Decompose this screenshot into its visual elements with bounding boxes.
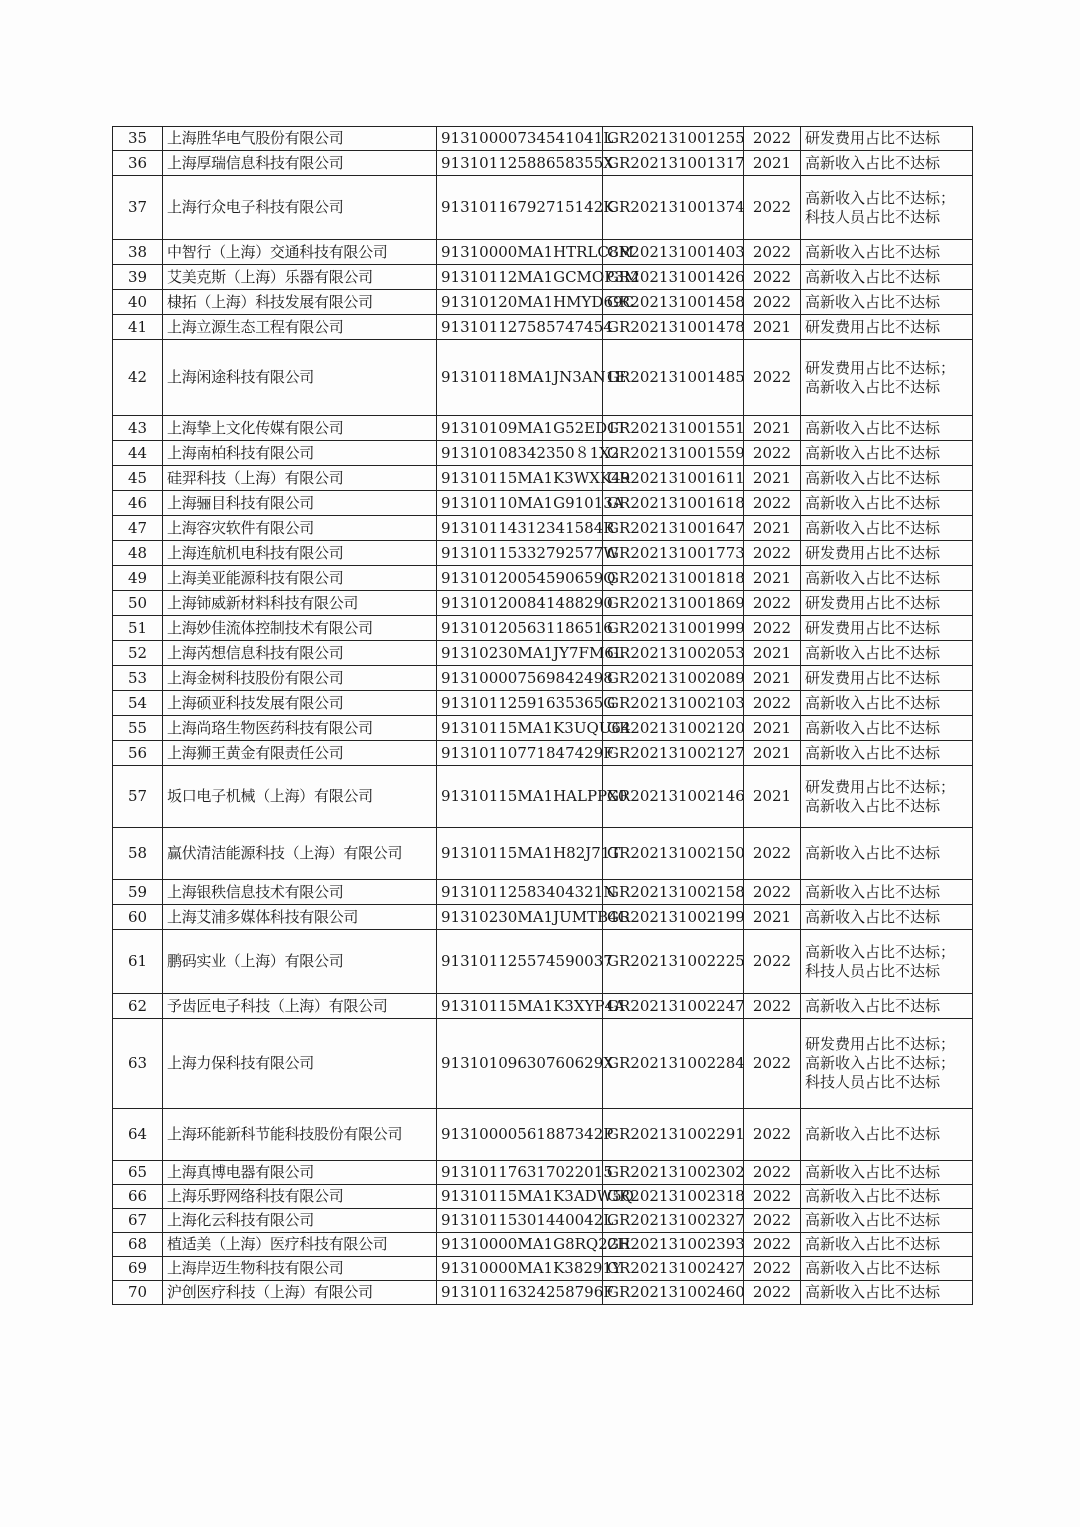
table-row [113,1281,973,1305]
year: 2022 [744,176,801,240]
certificate-number: GR202131001255 [603,127,744,151]
certificate-number: GR202131001426 [603,265,744,290]
certificate-number: GR202131002284 [603,1019,744,1109]
row-number: 54 [113,691,163,716]
reason-text: 研发费用占比不达标 [805,543,941,562]
company-name: 上海立源生态工程有限公司 [163,315,437,340]
table-row [113,290,973,315]
company-name: 棣拓（上海）科技发展有限公司 [163,290,437,315]
table-row [113,1109,973,1161]
company-name: 上海美亚能源科技有限公司 [163,566,437,591]
company-name: 上海狮王黄金有限责任公司 [163,741,437,766]
credit-code: 91310115MA1K3ADW5Q [437,1185,603,1209]
year: 2022 [744,1257,801,1281]
certificate-number: GR202131001618 [603,491,744,516]
reason-text: 高新收入占比不达标 [805,468,941,487]
reason-cell [801,691,973,716]
reason-text: 高新收入占比不达标 [805,643,941,662]
table-row [113,127,973,151]
company-name: 艾美克斯（上海）乐器有限公司 [163,265,437,290]
company-name: 硅羿科技（上海）有限公司 [163,466,437,491]
year: 2022 [744,340,801,416]
company-name: 上海行众电子科技有限公司 [163,176,437,240]
row-number: 39 [113,265,163,290]
reason-cell [801,666,973,691]
year: 2022 [744,616,801,641]
reason-text: 高新收入占比不达标； [805,1054,956,1072]
row-number: 36 [113,151,163,176]
year: 2022 [744,1233,801,1257]
company-name: 上海环能新科节能科技股份有限公司 [163,1109,437,1161]
reason-cell [801,994,973,1019]
company-name: 上海妙佳流体控制技术有限公司 [163,616,437,641]
credit-code: 91310000MA1K38291Y [437,1257,603,1281]
year: 2022 [744,240,801,265]
reason-text: 研发费用占比不达标 [805,668,941,687]
credit-code: 91310120054590659Q [437,566,603,591]
reason-cell [801,1185,973,1209]
certificate-number: GR202131002158 [603,880,744,905]
reason-cell [801,880,973,905]
credit-code: 91310115MA1K3XYP4A [437,994,603,1019]
reason-text: 研发费用占比不达标 [805,129,941,147]
reason-text: 高新收入占比不达标； [805,942,956,961]
table-row [113,315,973,340]
reason-text: 科技人员占比不达标 [805,961,941,980]
row-number: 49 [113,566,163,591]
table-body [113,127,973,1305]
credit-code: 913101205631186516 [437,616,603,641]
row-number: 65 [113,1161,163,1185]
year: 2022 [744,1281,801,1305]
table-row [113,591,973,616]
company-name: 沪创医疗科技（上海）有限公司 [163,1281,437,1305]
company-name: 上海乐野网络科技有限公司 [163,1185,437,1209]
credit-code: 91310114312341584R [437,516,603,541]
reason-cell [801,466,973,491]
reason-text: 高新收入占比不达标 [805,907,941,926]
reason-cell [801,1257,973,1281]
reason-cell [801,315,973,340]
reason-cell [801,1233,973,1257]
company-name: 上海尚珞生物医药科技有限公司 [163,716,437,741]
reason-cell [801,240,973,265]
row-number: 45 [113,466,163,491]
reason-text: 高新收入占比不达标 [805,377,941,396]
credit-code: 91310115MA1HALPPX0 [437,766,603,828]
reason-text: 高新收入占比不达标 [805,743,941,762]
table-row [113,741,973,766]
company-name: 上海金树科技股份有限公司 [163,666,437,691]
certificate-number: GR202131001611 [603,466,744,491]
year: 2022 [744,290,801,315]
reason-cell [801,340,973,416]
row-number: 57 [113,766,163,828]
credit-code: 913101176317022015 [437,1161,603,1185]
reason-cell [801,416,973,441]
reason-cell [801,491,973,516]
row-number: 43 [113,416,163,441]
table-row [113,541,973,566]
company-name: 上海南柏科技有限公司 [163,441,437,466]
credit-code: 91310120MA1HMYD69C [437,290,603,315]
year: 2022 [744,880,801,905]
certificate-number: GR202131002150 [603,828,744,880]
credit-code: 91310000734541041L [437,127,603,151]
reason-text: 高新收入占比不达标 [805,518,941,537]
row-number: 67 [113,1209,163,1233]
reason-text: 研发费用占比不达标 [805,618,941,637]
certificate-number: GR202131002393 [603,1233,744,1257]
row-number: 37 [113,176,163,240]
table-row [113,340,973,416]
year: 2021 [744,766,801,828]
table-row [113,930,973,994]
credit-code: 91310109MA1G52ED1T [437,416,603,441]
company-name: 上海骊目科技有限公司 [163,491,437,516]
year: 2022 [744,127,801,151]
row-number: 40 [113,290,163,315]
reason-cell [801,616,973,641]
year: 2021 [744,905,801,930]
reason-text: 科技人员占比不达标 [805,1073,941,1091]
year: 2022 [744,1109,801,1161]
company-name: 上海芮想信息科技有限公司 [163,641,437,666]
year: 2021 [744,641,801,666]
row-number: 69 [113,1257,163,1281]
reason-text: 高新收入占比不达标 [805,1163,941,1181]
reason-text: 高新收入占比不达标 [805,718,941,737]
reason-text: 高新收入占比不达标 [805,493,941,512]
credit-code: 91310000MA1G8RQ22H [437,1233,603,1257]
certificate-number: GR202131002120 [603,716,744,741]
reason-cell [801,176,973,240]
certificate-number: GR202131002427 [603,1257,744,1281]
credit-code: 913100007569842498 [437,666,603,691]
year: 2022 [744,441,801,466]
table-row [113,151,973,176]
table-row [113,994,973,1019]
year: 2021 [744,151,801,176]
table-row [113,905,973,930]
company-name: 上海硕亚科技发展有限公司 [163,691,437,716]
company-name: 上海艾浦多媒体科技有限公司 [163,905,437,930]
reason-cell [801,591,973,616]
row-number: 66 [113,1185,163,1209]
credit-code: 91310116792715142K [437,176,603,240]
reason-text: 高新收入占比不达标 [805,1259,941,1277]
table-row [113,265,973,290]
reason-text: 高新收入占比不达标 [805,443,941,462]
credit-code: 91310112MA1GCMOP3M [437,265,603,290]
table-row [113,666,973,691]
reason-text: 高新收入占比不达标 [805,568,941,587]
certificate-number: GR202131001458 [603,290,744,315]
certificate-number: GR202131001551 [603,416,744,441]
credit-code: 91310115332792577W [437,541,603,566]
row-number: 68 [113,1233,163,1257]
company-name: 上海容灾软件有限公司 [163,516,437,541]
credit-code: 913101125574590037 [437,930,603,994]
table-row [113,566,973,591]
reason-text: 高新收入占比不达标 [805,882,941,901]
year: 2022 [744,1161,801,1185]
table-row [113,641,973,666]
reason-text: 高新收入占比不达标 [805,996,941,1015]
reason-cell [801,127,973,151]
certificate-number: GR202131001559 [603,441,744,466]
certificate-number: GR202131002302 [603,1161,744,1185]
year: 2022 [744,541,801,566]
reason-text: 高新收入占比不达标； [805,188,956,207]
certificate-number: GR202131001999 [603,616,744,641]
certificate-number: GR202131002291 [603,1109,744,1161]
table-row [113,176,973,240]
credit-code: 91310230MA1JY7FM6L [437,641,603,666]
row-number: 42 [113,340,163,416]
reason-text: 高新收入占比不达标 [805,1283,941,1301]
credit-code: 91310116324258796F [437,1281,603,1305]
year: 2021 [744,741,801,766]
company-name: 上海银秩信息技术有限公司 [163,880,437,905]
table-row [113,766,973,828]
reason-text: 研发费用占比不达标； [805,1035,956,1053]
year: 2022 [744,491,801,516]
year: 2022 [744,1019,801,1109]
reason-text: 高新收入占比不达标 [805,1235,941,1253]
row-number: 50 [113,591,163,616]
certificate-number: GR202131002199 [603,905,744,930]
row-number: 61 [113,930,163,994]
reason-cell [801,716,973,741]
reason-cell [801,930,973,994]
reason-text: 研发费用占比不达标； [805,777,956,796]
table-row [113,1161,973,1185]
year: 2021 [744,416,801,441]
reason-cell [801,265,973,290]
reason-cell [801,828,973,880]
credit-code: 91310112591635365G [437,691,603,716]
reason-text: 研发费用占比不达标 [805,317,941,336]
row-number: 58 [113,828,163,880]
table-row [113,1233,973,1257]
reason-cell [801,290,973,315]
reason-cell [801,1019,973,1109]
reason-cell [801,151,973,176]
company-table [112,126,973,1305]
reason-text: 研发费用占比不达标 [805,593,941,612]
table-row [113,1209,973,1233]
credit-code: 91310110771847429F [437,741,603,766]
row-number: 55 [113,716,163,741]
table-row [113,828,973,880]
reason-text: 高新收入占比不达标 [805,292,941,311]
company-name: 坂口电子机械（上海）有限公司 [163,766,437,828]
year: 2021 [744,516,801,541]
credit-code: 913101127585747454 [437,315,603,340]
certificate-number: GR202131001818 [603,566,744,591]
reason-cell [801,541,973,566]
reason-text: 研发费用占比不达标； [805,358,956,377]
year: 2022 [744,828,801,880]
row-number: 62 [113,994,163,1019]
row-number: 70 [113,1281,163,1305]
credit-code: 91310112583404321N [437,880,603,905]
certificate-number: GR202131002247 [603,994,744,1019]
row-number: 56 [113,741,163,766]
credit-code: 91310118MA1JN3AN1E [437,340,603,416]
row-number: 52 [113,641,163,666]
reason-cell [801,641,973,666]
table-row [113,616,973,641]
certificate-number: GR202131002225 [603,930,744,994]
certificate-number: GR202131002146 [603,766,744,828]
reason-text: 高新收入占比不达标 [805,153,941,172]
reason-cell [801,566,973,591]
company-name: 鹏码实业（上海）有限公司 [163,930,437,994]
credit-code: 91310115MA1H82J71T [437,828,603,880]
company-name: 上海厚瑞信息科技有限公司 [163,151,437,176]
certificate-number: GR202131001647 [603,516,744,541]
year: 2021 [744,466,801,491]
certificate-number: GR202131002053 [603,641,744,666]
reason-text: 高新收入占比不达标 [805,693,941,712]
reason-text: 高新收入占比不达标 [805,1187,941,1205]
table-row [113,716,973,741]
row-number: 64 [113,1109,163,1161]
table-row [113,1257,973,1281]
reason-cell [801,1281,973,1305]
certificate-number: GR202131001869 [603,591,744,616]
row-number: 51 [113,616,163,641]
certificate-number: GR202131002327 [603,1209,744,1233]
credit-code: 91310000MA1HTRLC8M [437,240,603,265]
credit-code: 913101200841488290 [437,591,603,616]
table-row [113,466,973,491]
certificate-number: GR202131001317 [603,151,744,176]
table-row [113,491,973,516]
table-row [113,1019,973,1109]
reason-cell [801,441,973,466]
company-name: 上海连航机电科技有限公司 [163,541,437,566]
credit-code: 91310109630760629X [437,1019,603,1109]
year: 2022 [744,994,801,1019]
company-name: 上海闲途科技有限公司 [163,340,437,416]
row-number: 46 [113,491,163,516]
reason-cell [801,741,973,766]
year: 2021 [744,666,801,691]
credit-code: 91310000561887342P [437,1109,603,1161]
credit-code: 91310108342350８1X2 [437,441,603,466]
company-name: 予齿匠电子科技（上海）有限公司 [163,994,437,1019]
row-number: 44 [113,441,163,466]
company-name: 上海化云科技有限公司 [163,1209,437,1233]
credit-code: 91310112588658355X [437,151,603,176]
company-name: 上海真博电器有限公司 [163,1161,437,1185]
year: 2022 [744,930,801,994]
company-name: 上海铈威新材料科技有限公司 [163,591,437,616]
certificate-number: GR202131002318 [603,1185,744,1209]
year: 2022 [744,1209,801,1233]
company-name: 赢伏清洁能源科技（上海）有限公司 [163,828,437,880]
certificate-number: GR202131001478 [603,315,744,340]
row-number: 59 [113,880,163,905]
reason-text: 高新收入占比不达标 [805,267,941,286]
row-number: 63 [113,1019,163,1109]
company-name: 中智行（上海）交通科技有限公司 [163,240,437,265]
year: 2022 [744,591,801,616]
company-name: 上海岸迈生物科技有限公司 [163,1257,437,1281]
row-number: 41 [113,315,163,340]
table-row [113,1185,973,1209]
year: 2022 [744,691,801,716]
reason-cell [801,766,973,828]
reason-cell [801,1209,973,1233]
credit-code: 91310115301440042L [437,1209,603,1233]
company-name: 上海挚上文化传媒有限公司 [163,416,437,441]
certificate-number: GR202131001403 [603,240,744,265]
year: 2022 [744,265,801,290]
reason-text: 高新收入占比不达标 [805,242,941,261]
table-row [113,880,973,905]
reason-cell [801,516,973,541]
reason-text: 高新收入占比不达标 [805,844,941,862]
year: 2021 [744,315,801,340]
company-name: 植适美（上海）医疗科技有限公司 [163,1233,437,1257]
row-number: 60 [113,905,163,930]
certificate-number: GR202131001485 [603,340,744,416]
credit-code: 91310110MA1G91013A [437,491,603,516]
table-row [113,240,973,265]
reason-text: 高新收入占比不达标 [805,796,941,815]
certificate-number: GR202131002089 [603,666,744,691]
reason-text: 高新收入占比不达标 [805,418,941,437]
company-name: 上海力保科技有限公司 [163,1019,437,1109]
reason-text: 高新收入占比不达标 [805,1211,941,1229]
certificate-number: GR202131002103 [603,691,744,716]
row-number: 47 [113,516,163,541]
credit-code: 91310115MA1K3WXK49 [437,466,603,491]
year: 2021 [744,566,801,591]
row-number: 48 [113,541,163,566]
company-name: 上海胜华电气股份有限公司 [163,127,437,151]
reason-text: 高新收入占比不达标 [805,1125,941,1143]
table-row [113,441,973,466]
reason-text: 科技人员占比不达标 [805,207,941,226]
row-number: 38 [113,240,163,265]
reason-cell [801,1109,973,1161]
certificate-number: GR202131001374 [603,176,744,240]
reason-cell [801,1161,973,1185]
table-row [113,416,973,441]
certificate-number: GR202131002460 [603,1281,744,1305]
row-number: 53 [113,666,163,691]
credit-code: 91310230MA1JUMTB4G [437,905,603,930]
credit-code: 91310115MA1K3UQU64 [437,716,603,741]
year: 2021 [744,716,801,741]
year: 2022 [744,1185,801,1209]
certificate-number: GR202131001773 [603,541,744,566]
certificate-number: GR202131002127 [603,741,744,766]
row-number: 35 [113,127,163,151]
reason-cell [801,905,973,930]
table-row [113,516,973,541]
table-row [113,691,973,716]
